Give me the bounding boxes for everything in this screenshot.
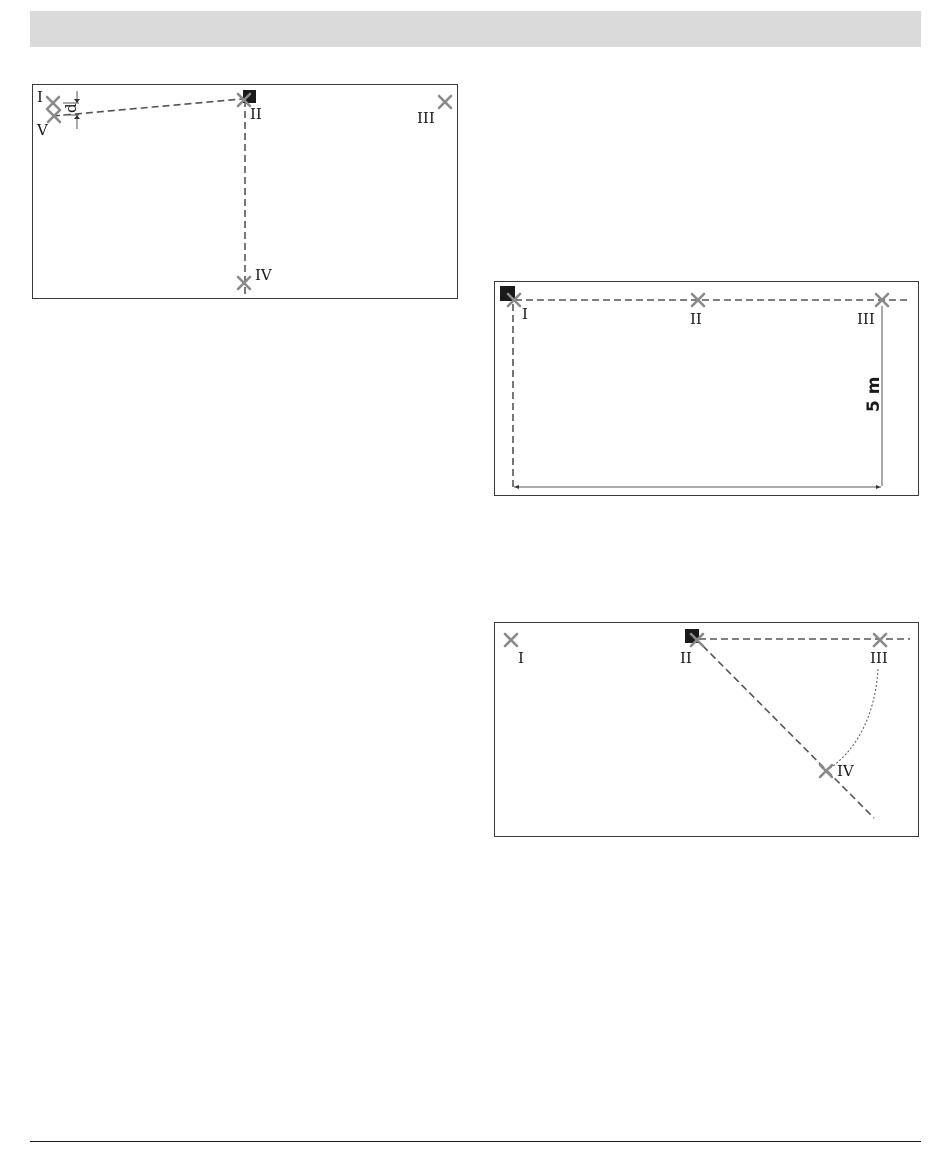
figure-1-canvas xyxy=(33,85,459,300)
marker-III-icon xyxy=(874,634,886,646)
laser-beam-horizontal xyxy=(53,99,242,116)
label-III: III xyxy=(417,109,435,127)
marker-IV-icon xyxy=(238,277,250,289)
arrowhead-right-icon xyxy=(876,485,881,489)
label-II: II xyxy=(680,649,692,667)
figure-2-canvas xyxy=(495,282,920,497)
arrowhead-left-icon xyxy=(514,485,519,489)
label-IV: IV xyxy=(255,266,272,284)
label-distance: 5 m xyxy=(864,376,884,412)
marker-I-icon xyxy=(47,97,59,109)
footer-rule xyxy=(30,1141,921,1142)
marker-III-icon xyxy=(876,294,888,306)
figure-3-diagram xyxy=(494,622,919,837)
measurement-arc xyxy=(829,669,878,769)
figure-3-canvas xyxy=(495,623,920,838)
label-III: III xyxy=(857,310,875,328)
label-I: I xyxy=(518,649,524,667)
figure-1-diagram xyxy=(32,84,458,299)
marker-III-icon xyxy=(439,96,451,108)
label-II: II xyxy=(690,310,702,328)
label-I: I xyxy=(522,305,528,323)
marker-I-icon xyxy=(505,634,517,646)
marker-IV-icon xyxy=(820,765,832,777)
label-IV: IV xyxy=(837,762,854,780)
arrowhead-down-icon xyxy=(74,99,80,103)
header-band xyxy=(30,11,921,47)
laser-beam-diagonal xyxy=(695,638,874,818)
arrowhead-up-icon xyxy=(74,115,80,119)
figure-2-diagram xyxy=(494,281,919,496)
label-I: I xyxy=(37,88,43,106)
label-V: V xyxy=(37,121,48,139)
label-II: II xyxy=(250,105,262,123)
label-d: d xyxy=(62,103,80,113)
label-III: III xyxy=(870,649,888,667)
